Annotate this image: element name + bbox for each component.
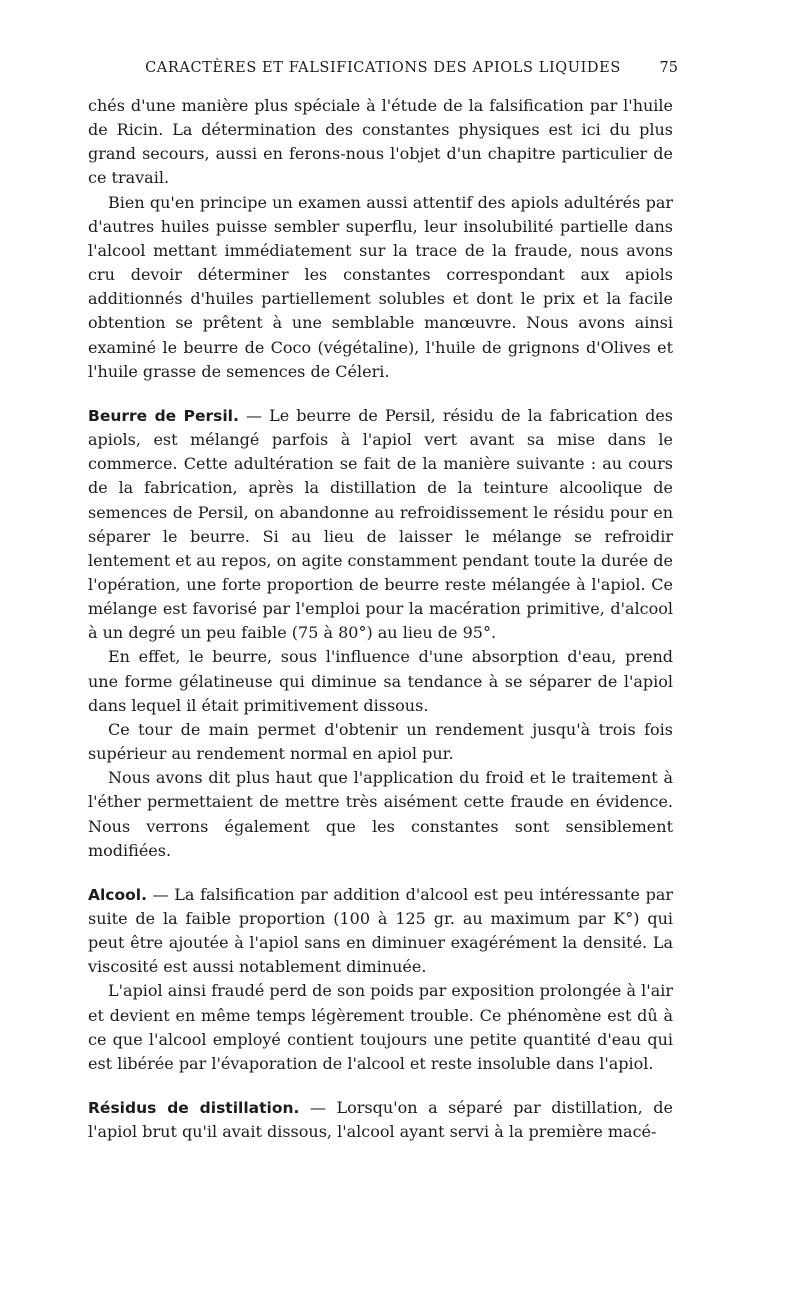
paragraph-tour-de-main: Ce tour de main permet d'obtenir un rendement jusqu'à trois fois supérieur au rendement normal en apiol pur. bbox=[88, 719, 673, 764]
section-residus-distillation bbox=[88, 1096, 673, 1144]
section-heading-beurre-de-persil: Beurre de Persil. bbox=[88, 406, 239, 425]
section-alcool bbox=[88, 883, 673, 980]
section-text-alcool: — La falsification par addition d'alcool est peu intéressante par suite de la faible proportion (100 à 125 gr. au maximum par K°) qui peut être ajoutée à l'apiol sans en diminuer exagérément la densité. La viscosité est aussi notablement diminuée. bbox=[88, 884, 673, 977]
running-head: CARACTÈRES ET FALSIFICATIONS DES APIOLS LIQUIDES bbox=[145, 60, 621, 76]
body-text bbox=[88, 94, 673, 1144]
section-text-beurre-de-persil: — Le beurre de Persil, résidu de la fabrication des apiols, est mélangé parfois à l'apiol vert avant sa mise dans le commerce. Cette adultération se fait de la manière suivante : au cours de la fabrication, après la distillation de la teinture alcoolique de semences de Persil, on abandonne au refroidissement le résidu pour en séparer le beurre. Si au lieu de laisser le mélange se refroidir lentement et au repos, on agite constamment pendant toute la durée de l'opération, une forte proportion de beurre reste mélangée à l'apiol. Ce mélange est favorisé par l'emploi pour la macération primitive, d'alcool à un degré un peu faible (75 à 80°) au lieu de 95°. bbox=[88, 405, 673, 643]
section-beurre-de-persil bbox=[88, 404, 673, 646]
page-header bbox=[88, 60, 678, 86]
paragraph-en-effet: En effet, le beurre, sous l'influence d'une absorption d'eau, prend une forme gélatineuse qui diminue sa tendance à se séparer de l'apiol dans lequel il était primitivement dissous. bbox=[88, 647, 673, 715]
page-number: 75 bbox=[659, 60, 678, 76]
paragraph-continuation: chés d'une manière plus spéciale à l'étude de la falsification par l'huile de Ricin. La détermination des constantes physiques est ici du plus grand secours, aussi en ferons-nous l'objet d'un chapitre particulier de ce travail. bbox=[88, 96, 673, 188]
paragraph-nous-avons-dit: Nous avons dit plus haut que l'application du froid et le traitement à l'éther permettaient de mettre très aisément cette fraude en évidence. Nous verrons également que les constantes sont sensiblement modifiées. bbox=[88, 768, 673, 860]
section-text-residus-distillation: — Lorsqu'on a séparé par distillation, de l'apiol brut qu'il avait dissous, l'alcool ayant servi à la première macé- bbox=[88, 1098, 673, 1142]
section-heading-alcool: Alcool. bbox=[88, 885, 147, 904]
section-heading-residus-distillation: Résidus de distillation. bbox=[88, 1099, 300, 1118]
paragraph-apiols-adulteres: Bien qu'en principe un examen aussi attentif des apiols adultérés par d'autres huiles puisse sembler superflu, leur insolubilité partielle dans l'alcool mettant immédiatement sur la trace de la fraude, nous avons cru devoir déterminer les constantes correspondant aux apiols additionnés d'huiles partiellement solubles et dont le prix et la facile obtention se prêtent à une semblable manœuvre. Nous avons ainsi examiné le beurre de Coco (végétaline), l'huile de grignons d'Olives et l'huile grasse de semences de Céleri. bbox=[88, 192, 673, 381]
paragraph-apiol-fraude: L'apiol ainsi fraudé perd de son poids par exposition prolongée à l'air et devient en même temps légèrement trouble. Ce phénomène est dû à ce que l'alcool employé contient toujours une petite quantité d'eau qui est libérée par l'évaporation de l'alcool et reste insoluble dans l'apiol. bbox=[88, 981, 673, 1073]
